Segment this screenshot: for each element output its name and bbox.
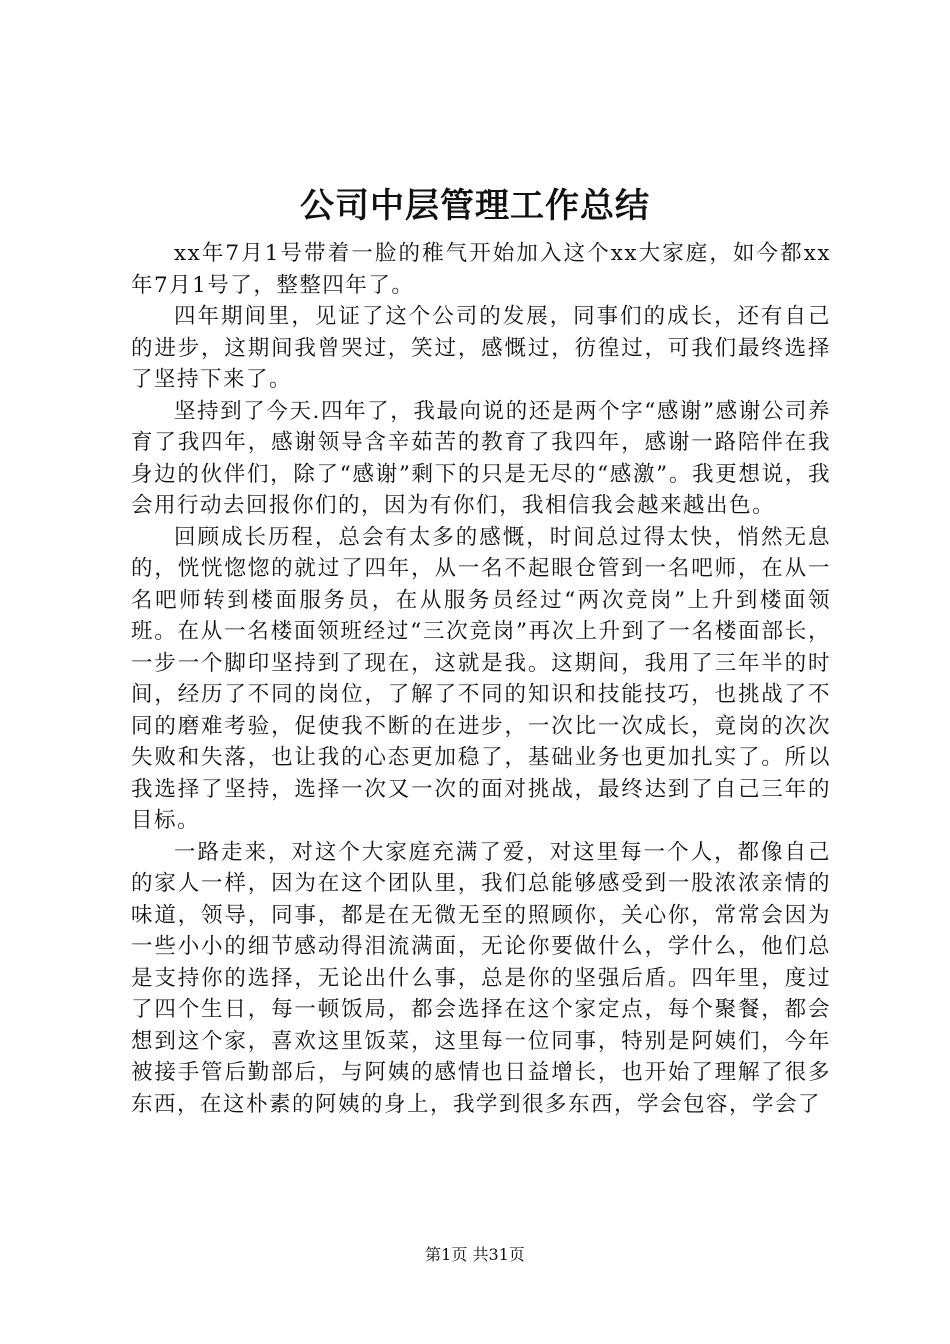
paragraph-3: 坚持到了今天.四年了，我最向说的还是两个字“感谢”感谢公司养育了我四年，感谢领导含辛茹苦的教育了我四年，感谢一路陪伴在我身边的伙伴们，除了“感谢”剩下的只是无尽的“感激”。我更想说，我会用行动去回报你们的，因为有你们，我相信我会越来越出色。 xyxy=(131,398,831,518)
paragraph-2: 四年期间里，见证了这个公司的发展，同事们的成长，还有自己的进步，这期间我曾哭过，笑过，感慨过，彷徨过，可我们最终选择了坚持下来了。 xyxy=(131,304,831,392)
document-body xyxy=(131,238,831,1120)
document-title: 公司中层管理工作总结 xyxy=(300,186,650,226)
paragraph-5: 一路走来，对这个大家庭充满了爱，对这里每一个人，都像自己的家人一样，因为在这个团队里，我们总能够感受到一股浓浓亲情的味道，领导，同事，都是在无微无至的照顾你，关心你，常常会因为一些小小的细节感动得泪流满面，无论你要做什么，学什么，他们总是支持你的选择，无论出什么事，总是你的坚强后盾。四年里，度过了四个生日，每一顿饭局，都会选择在这个家定点，每个聚餐，都会想到这个家，喜欢这里饭菜，这里每一位同事，特别是阿姨们，今年被接手管后勤部后，与阿姨的感情也日益增长，也开始了理解了很多东西，在这朴素的阿姨的身上，我学到很多东西，学会包容，学会了 xyxy=(131,839,831,1117)
paragraph-1: xx年7月1号带着一脸的稚气开始加入这个xx大家庭，如今都xx年7月1号了，整整四年了。 xyxy=(131,241,831,298)
page-footer: 第1页 共31页 xyxy=(425,1245,525,1264)
paragraph-4: 回顾成长历程，总会有太多的感慨，时间总过得太快，悄然无息的，恍恍惚惚的就过了四年，从一名不起眼仓管到一名吧师，在从一名吧师转到楼面服务员，在从服务员经过“两次竞岗”上升到楼面领班。在从一名楼面领班经过“三次竞岗”再次上升到了一名楼面部长，一步一个脚印坚持到了现在，这就是我。这期间，我用了三年半的时间，经历了不同的岗位，了解了不同的知识和技能技巧，也挑战了不同的磨难考验，促使我不断的在进步，一次比一次成长，竟岗的次次失败和失落，也让我的心态更加稳了，基础业务也更加扎实了。所以我选择了坚持，选择一次又一次的面对挑战，最终达到了自己三年的目标。 xyxy=(131,524,831,833)
